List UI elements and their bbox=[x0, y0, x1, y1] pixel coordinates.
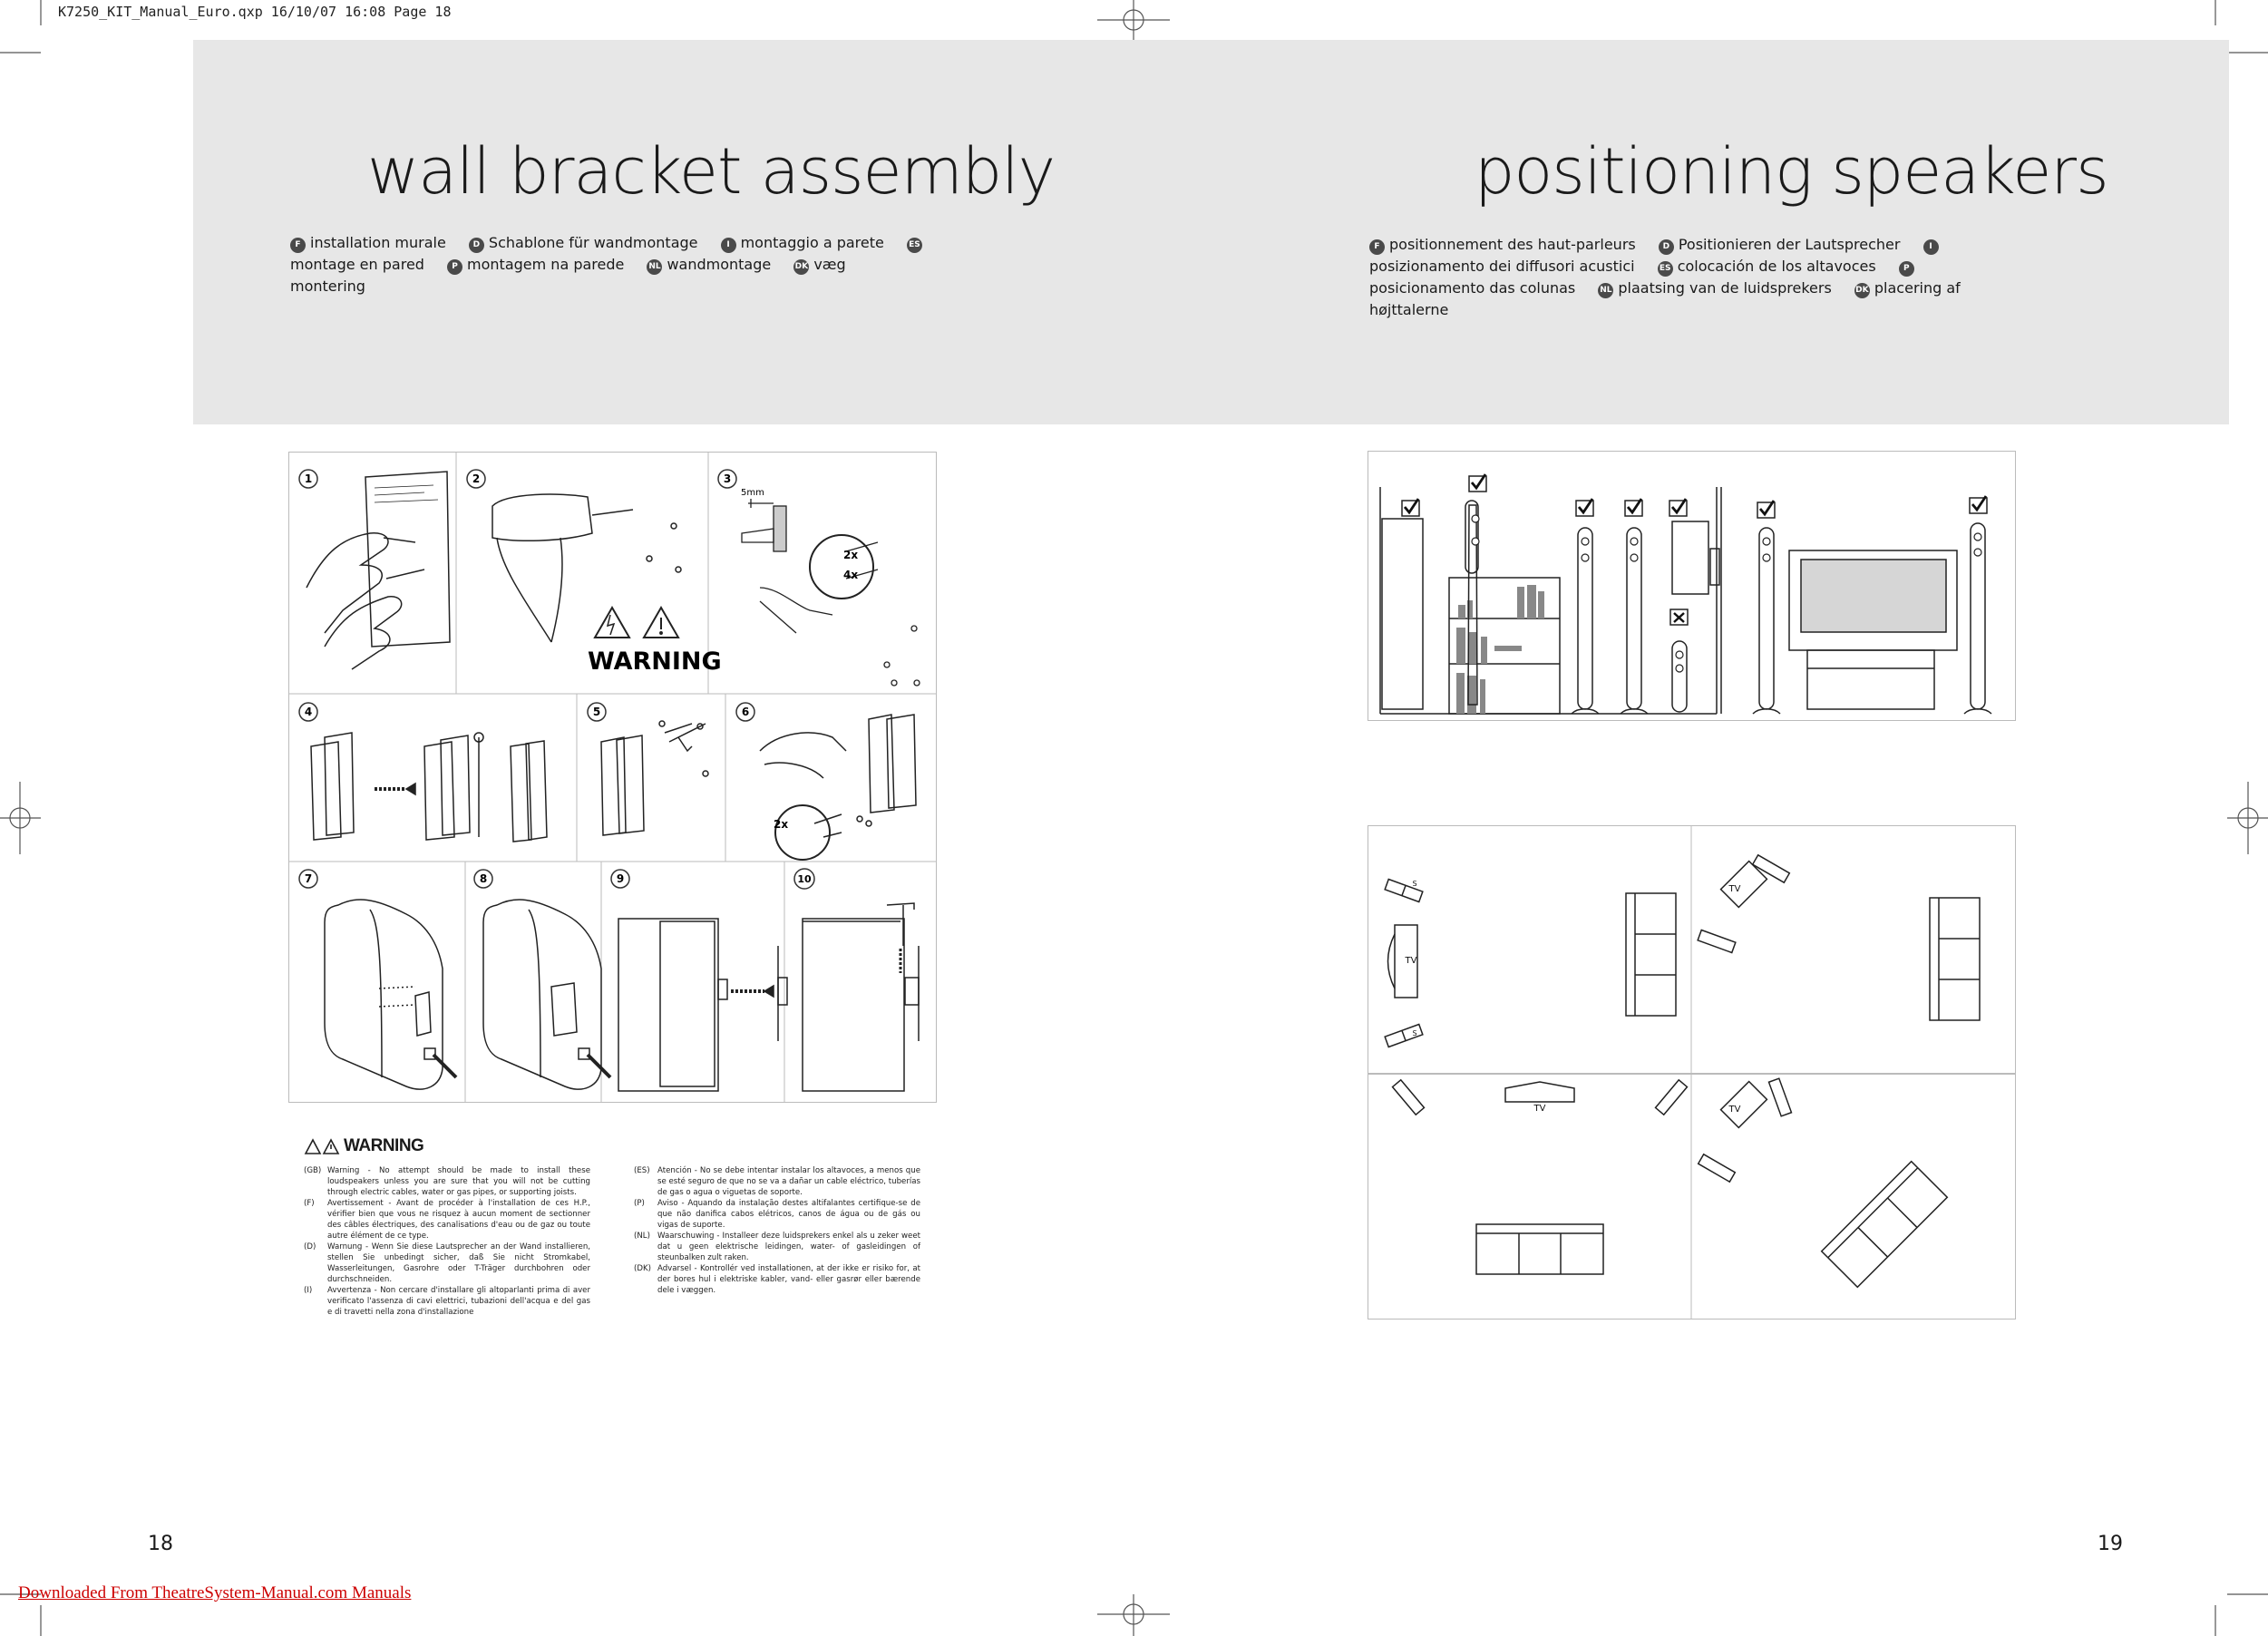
assembly-steps-diagram bbox=[288, 452, 937, 1103]
warning-paragraph: (F) Avertissement - Avant de procéder à l'installation de ces H.P., vérifier bien que vous ne risquez à aucun moment de sectionner des câbles électriques, des canalisations d'eau ou de gaz ou toute autre élément de ce type. bbox=[304, 1199, 590, 1241]
page-number-right: 19 bbox=[2098, 1533, 2123, 1555]
svg-text:1: 1 bbox=[304, 472, 313, 485]
svg-text:3: 3 bbox=[723, 472, 732, 485]
svg-text:5: 5 bbox=[592, 706, 601, 718]
screws-count-label: 2x bbox=[843, 549, 859, 561]
lang-badge: DK bbox=[793, 259, 809, 275]
lang-badge: P bbox=[447, 259, 462, 275]
svg-text:8: 8 bbox=[479, 872, 488, 885]
warning-column-left bbox=[304, 1165, 590, 1318]
svg-text:6: 6 bbox=[741, 706, 750, 718]
page-title-left: wall bracket assembly bbox=[367, 134, 1056, 209]
warning-paragraph: (I) Avvertenza - Non cercare d'installare gli altoparlanti prima di aver verificato l'assenza di cavi elettrici, tubazioni dell'acqua e del gas e di travetti nella zona d'installazione bbox=[304, 1286, 590, 1317]
lang-badge: I bbox=[721, 238, 736, 253]
warning-block bbox=[304, 1136, 920, 1318]
warning-paragraph: (P) Aviso - Aquando da instalação destes altifalantes certifique-se de que não danifica cabos elétricos, canos de água ou de gás ou vigas de suporte. bbox=[634, 1199, 920, 1230]
lang-badge: NL bbox=[1598, 283, 1613, 298]
translations-left: F installation murale D Schablone für wandmontage I montaggio a parete ESmontage en pared P montagem na parede NL wandmontage DK væg montering bbox=[290, 232, 934, 297]
warning-paragraph: (ES) Atención - No se debe intentar instalar los altavoces, a menos que se esté seguro de que no se va a dañar un cable eléctrico, tuberías de gas o agua o viguetas de soporte. bbox=[634, 1166, 920, 1197]
room-layout-plans bbox=[1368, 825, 2016, 1320]
screws-count-label-b: 2x bbox=[774, 818, 789, 831]
lang-badge: I bbox=[1923, 239, 1939, 255]
lang-badge: ES bbox=[1658, 261, 1673, 277]
warning-paragraph: (GB) Warning - No attempt should be made to install these loudspeakers unless you are sure that you will not be cutting through electric cables, water or gas pipes, or supporting joists. bbox=[304, 1166, 590, 1197]
step-2-warning-text: WARNING bbox=[588, 648, 722, 676]
svg-text:10: 10 bbox=[797, 873, 812, 885]
svg-text:9: 9 bbox=[616, 872, 625, 885]
svg-text:7: 7 bbox=[304, 872, 313, 885]
warning-column-right bbox=[634, 1165, 920, 1318]
warning-paragraph: (NL) Waarschuwing - Installeer deze luidsprekers enkel als u zeker weet dat u geen elektrische leidingen, water- of gasleidingen of steunbalken zult raken. bbox=[634, 1232, 920, 1262]
warning-paragraph: (DK) Advarsel - Kontrollér ved installationen, at der ikke er risiko for, at der bores hul i elektriske kabler, vand- eller gasrør eller bærende dele i væggen. bbox=[634, 1264, 920, 1295]
speaker-label: S bbox=[1412, 1029, 1417, 1037]
lang-badge: F bbox=[1369, 239, 1385, 255]
speaker-label: S bbox=[1412, 880, 1417, 888]
page-title-right: positioning speakers bbox=[1475, 134, 2108, 209]
warning-triangle-icons bbox=[304, 1137, 344, 1155]
lang-badge: D bbox=[469, 238, 484, 253]
tv-label: TV bbox=[1533, 1104, 1546, 1114]
print-slug: K7250_KIT_Manual_Euro.qxp 16/10/07 16:08 Page 18 bbox=[58, 4, 452, 20]
page-number-left: 18 bbox=[148, 1533, 173, 1555]
lang-badge: ES bbox=[907, 238, 922, 253]
tv-label: TV bbox=[1405, 956, 1417, 966]
svg-text:2: 2 bbox=[472, 472, 481, 485]
lang-badge: P bbox=[1899, 261, 1914, 277]
gap-label: 5mm bbox=[741, 488, 764, 498]
lang-badge: NL bbox=[647, 259, 662, 275]
download-source-link[interactable]: Downloaded From TheatreSystem-Manual.com Manuals bbox=[18, 1583, 412, 1602]
lang-badge: D bbox=[1659, 239, 1674, 255]
warning-paragraph: (D) Warnung - Wenn Sie diese Lautsprecher an der Wand installieren, stellen Sie unbedingt sicher, daß Sie nicht Stromkabel, Wasserleitungen, Gasrohre oder T-Träger durchbohren oder durchschneiden. bbox=[304, 1242, 590, 1284]
lang-badge: F bbox=[290, 238, 306, 253]
plugs-count-label: 4x bbox=[843, 569, 859, 581]
lang-badge: DK bbox=[1854, 283, 1870, 298]
translations-right: F positionnement des haut-parleurs D Positionieren der Lautsprecher Iposizionamento dei diffusori acustici ES colocación de los altavoces Pposicionamento das colunas NL plaatsing van de luidsprekers DK placering af højttalerne bbox=[1369, 236, 1961, 318]
tv-label: TV bbox=[1728, 1105, 1741, 1115]
svg-text:4: 4 bbox=[304, 706, 313, 718]
tv-label: TV bbox=[1728, 884, 1741, 894]
warning-heading: WARNING bbox=[344, 1136, 424, 1155]
speaker-placement-front-view bbox=[1368, 451, 2016, 721]
